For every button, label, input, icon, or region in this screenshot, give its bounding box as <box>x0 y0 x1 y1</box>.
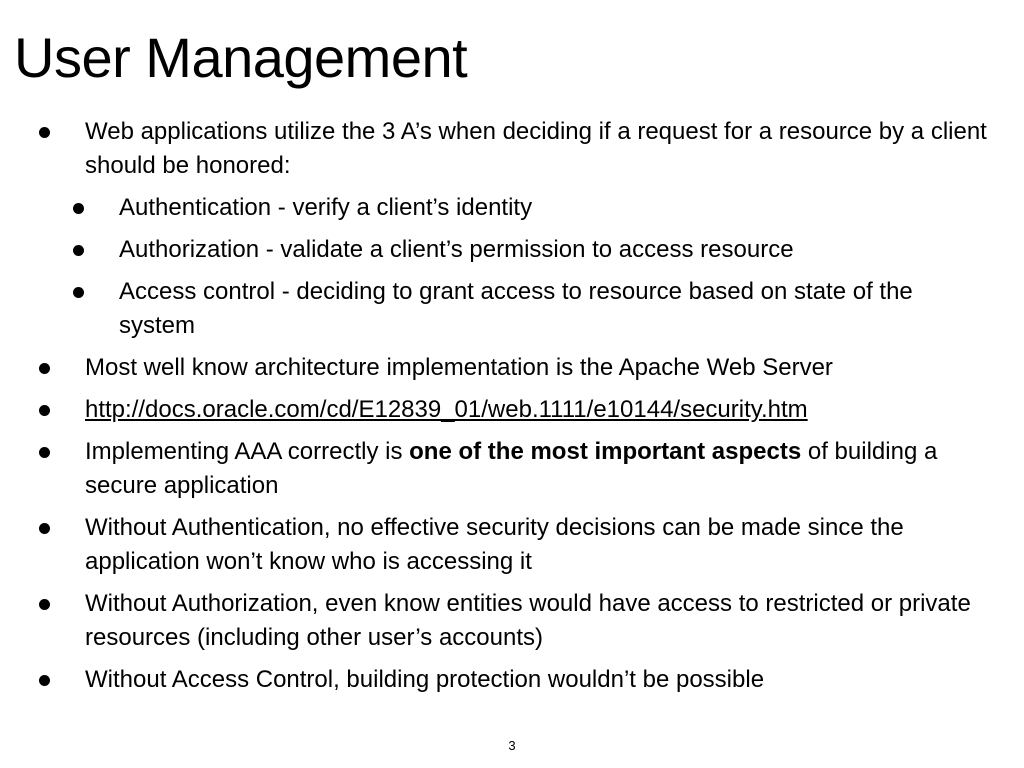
bullet-dot <box>39 523 50 534</box>
sub-bullet-item <box>0 191 1024 225</box>
bullet-item <box>0 511 1024 579</box>
bullet-text: Authorization - validate a client’s permission to access resource <box>119 236 794 263</box>
sub-bullet-item <box>0 275 1024 343</box>
slide-title: User Management <box>14 26 468 89</box>
bullet-item <box>0 351 1024 385</box>
bullet-dot <box>73 245 84 256</box>
page-number: 3 <box>508 738 516 753</box>
bullet-item <box>0 587 1024 655</box>
bullet-text: Most well know architecture implementation is the Apache Web Server <box>85 354 833 381</box>
bullet-text: Web applications utilize the 3 A’s when deciding if a request for a resource by a client should be honored: <box>85 118 987 179</box>
bullet-dot <box>73 287 84 298</box>
bullet-dot <box>39 675 50 686</box>
bullet-text: Without Authorization, even know entities would have access to restricted or private resources (including other user’s accounts) <box>85 590 971 651</box>
bullet-text-post: of building a secure application <box>85 438 938 499</box>
bullet-text-bold: one of the most important aspects <box>409 438 802 465</box>
bullet-item <box>0 393 1024 427</box>
bullet-dot <box>39 363 50 374</box>
bullet-dot <box>73 203 84 214</box>
bullet-text-pre: Implementing AAA correctly is <box>85 438 410 465</box>
bullet-item <box>0 115 1024 183</box>
bullet-dot <box>39 127 50 138</box>
bullet-text: Without Access Control, building protection wouldn’t be possible <box>85 666 765 693</box>
bullet-text: Access control - deciding to grant access to resource based on state of the system <box>119 278 913 339</box>
bullet-text: Without Authentication, no effective security decisions can be made since the application won’t know who is accessing it <box>85 514 904 575</box>
bullet-list <box>0 115 1024 705</box>
bullet-dot <box>39 447 50 458</box>
bullet-text: Authentication - verify a client’s identity <box>119 194 533 221</box>
bullet-item <box>0 663 1024 697</box>
bullet-dot <box>39 599 50 610</box>
oracle-docs-link[interactable]: http://docs.oracle.com/cd/E12839_01/web.1111/e10144/security.htm <box>85 396 808 423</box>
bullet-dot <box>39 405 50 416</box>
sub-bullet-item <box>0 233 1024 267</box>
bullet-item <box>0 435 1024 503</box>
